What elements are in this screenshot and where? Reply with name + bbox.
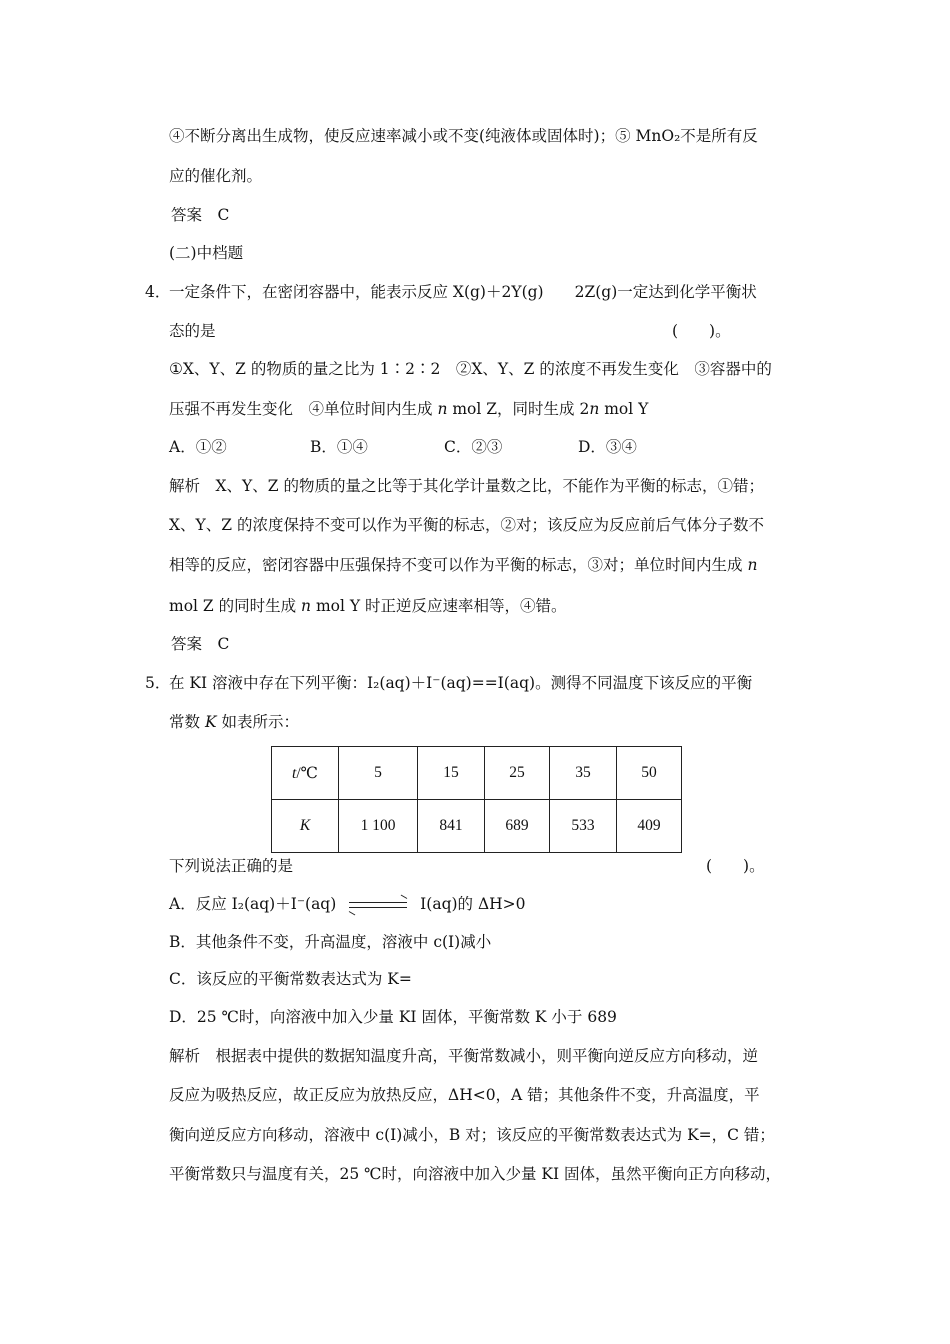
answer-paren: ( )。 [672, 322, 731, 340]
question-number: 4． [145, 283, 171, 301]
question-stem: 常数 K 如表所示： [169, 713, 299, 731]
text-line: ④不断分离出生成物，使反应速率减小或不变(纯液体或固体时)；⑤ MnO₂不是所有反 [169, 127, 758, 145]
answer-line: 答案 C [171, 206, 230, 224]
question-stem: 在 KI 溶液中存在下列平衡：I₂(aq)＋I⁻(aq)==I(aq)。测得不同温度下该反应的平衡 [169, 674, 753, 692]
equilibrium-arrow-icon [349, 899, 407, 911]
table-header-cell: K [272, 800, 339, 853]
analysis-line: 解析 根据表中提供的数据知温度升高，平衡常数减小，则平衡向逆反应方向移动，逆 [169, 1047, 759, 1065]
answer-paren: ( )。 [706, 857, 765, 875]
option-a: A．①② [169, 438, 227, 456]
table-cell: 25 [485, 747, 550, 800]
analysis-line: 衡向逆反应方向移动，溶液中 c(I)减小，B 对；该反应的平衡常数表达式为 K=，C 错； [169, 1126, 775, 1144]
option-d: D．③④ [578, 438, 637, 456]
statement-line: 压强不再发生变化 ④单位时间内生成 n mol Z，同时生成 2n mol Y [169, 400, 649, 418]
answer-line: 答案 C [171, 635, 230, 653]
option-b: B．其他条件不变，升高温度，溶液中 c(I)减小 [169, 933, 492, 951]
question-number: 5． [145, 674, 171, 692]
table-cell: 35 [550, 747, 617, 800]
option-b: B．①④ [310, 438, 368, 456]
table-cell: 15 [418, 747, 485, 800]
question-stem: 一定条件下，在密闭容器中，能表示反应 X(g)＋2Y(g) 2Z(g)一定达到化学平衡状 [169, 283, 757, 301]
analysis-line: mol Z 的同时生成 n mol Y 时正逆反应速率相等，④错。 [169, 597, 567, 615]
table-header-cell: t/℃ [272, 747, 339, 800]
analysis-line: X、Y、Z 的浓度保持不变可以作为平衡的标志，②对；该反应为反应前后气体分子数不 [169, 516, 764, 534]
option-c: C．该反应的平衡常数表达式为 K= [169, 970, 412, 988]
table-cell: 5 [339, 747, 418, 800]
section-heading: (二)中档题 [169, 244, 244, 262]
equilibrium-constant-table [271, 746, 682, 853]
table-cell: 1 100 [339, 800, 418, 853]
analysis-line: 平衡常数只与温度有关，25 ℃时，向溶液中加入少量 KI 固体，虽然平衡向正方向移动， [169, 1165, 782, 1183]
option-c: C．②③ [444, 438, 503, 456]
question-stem: 态的是 [169, 322, 216, 340]
analysis-line: 解析 X、Y、Z 的物质的量之比等于其化学计量数之比，不能作为平衡的标志，①错； [169, 477, 764, 495]
analysis-line: 相等的反应，密闭容器中压强保持不变可以作为平衡的标志，③对；单位时间内生成 n [169, 556, 758, 574]
table-cell: 533 [550, 800, 617, 853]
statement-line: ①X、Y、Z 的物质的量之比为 1∶2∶2 ②X、Y、Z 的浓度不再发生变化 ③容器中的 [169, 360, 772, 378]
option-a: A．反应 I₂(aq)＋I⁻(aq) I(aq)的 ΔH>0 [169, 894, 526, 914]
table-cell: 841 [418, 800, 485, 853]
option-d: D．25 ℃时，向溶液中加入少量 KI 固体，平衡常数 K 小于 689 [169, 1008, 617, 1026]
table-cell: 689 [485, 800, 550, 853]
table-cell: 50 [617, 747, 682, 800]
table-cell: 409 [617, 800, 682, 853]
question-ask: 下列说法正确的是 [169, 857, 294, 875]
analysis-line: 反应为吸热反应，故正反应为放热反应，ΔH<0，A 错；其他条件不变，升高温度，平 [169, 1086, 760, 1104]
text-line: 应的催化剂。 [169, 167, 263, 185]
